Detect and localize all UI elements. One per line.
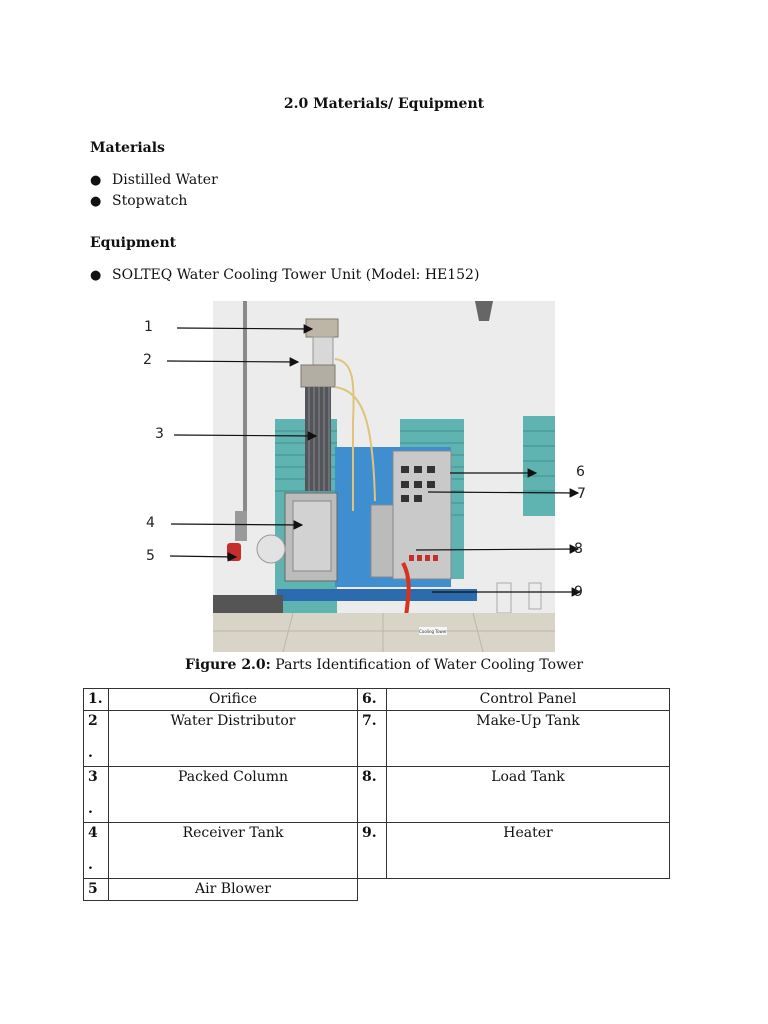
bullet-icon: ●	[90, 193, 102, 209]
panel-label: Cooling Tower	[419, 629, 447, 634]
bullet-icon: ●	[90, 267, 102, 283]
caption-label: Figure 2.0:	[184, 657, 271, 673]
callout-8: 8	[574, 541, 583, 557]
part-label: Packed Column	[109, 767, 358, 823]
part-number: 9.	[358, 823, 387, 879]
part-number: 1.	[84, 689, 109, 711]
materials-heading: Materials	[90, 140, 165, 156]
callout-9: 9	[574, 584, 583, 600]
part-label: Make-Up Tank	[387, 711, 670, 767]
figure-caption	[0, 657, 768, 673]
equipment-heading: Equipment	[90, 235, 177, 251]
callout-3: 3	[155, 426, 164, 442]
table-row	[84, 689, 670, 711]
table-row	[84, 823, 670, 879]
part-number-dot: .	[88, 857, 93, 873]
empty-cell	[358, 879, 670, 901]
part-number: 7.	[358, 711, 387, 767]
part-number: 5	[84, 879, 109, 901]
bullet-icon: ●	[90, 172, 102, 188]
section-title: 2.0 Materials/ Equipment	[283, 96, 485, 112]
caption-text: Parts Identification of Water Cooling Tower	[270, 657, 584, 673]
arrow-5	[170, 556, 236, 557]
materials-item-label: Distilled Water	[112, 172, 218, 188]
callout-1: 1	[144, 319, 153, 335]
part-number-cell	[84, 823, 109, 879]
part-number-dot: .	[88, 745, 93, 761]
parts-table	[83, 688, 670, 901]
part-number-cell	[84, 711, 109, 767]
part-number: 2	[88, 713, 98, 729]
part-label: Receiver Tank	[109, 823, 358, 879]
callout-2: 2	[143, 352, 152, 368]
equipment-item-label: SOLTEQ Water Cooling Tower Unit (Model: HE152)	[112, 267, 480, 283]
table-row	[84, 767, 670, 823]
part-number-cell	[84, 767, 109, 823]
arrow-7	[428, 492, 578, 493]
part-number: 4	[88, 825, 98, 841]
arrow-3	[174, 435, 316, 436]
part-label: Orifice	[109, 689, 358, 711]
arrow-4	[171, 524, 302, 525]
part-label: Control Panel	[387, 689, 670, 711]
callout-7: 7	[577, 486, 586, 502]
part-label: Load Tank	[387, 767, 670, 823]
callout-5: 5	[146, 548, 155, 564]
materials-item-label: Stopwatch	[112, 193, 188, 209]
callout-4: 4	[146, 515, 155, 531]
callout-6: 6	[576, 464, 585, 480]
table-row	[84, 879, 670, 901]
part-label: Heater	[387, 823, 670, 879]
arrow-2	[167, 361, 298, 362]
part-label: Air Blower	[109, 879, 358, 901]
part-label: Water Distributor	[109, 711, 358, 767]
part-number: 6.	[358, 689, 387, 711]
table-row	[84, 711, 670, 767]
part-number: 3	[88, 769, 98, 785]
arrow-8	[416, 549, 578, 550]
part-number: 8.	[358, 767, 387, 823]
part-number-dot: .	[88, 801, 93, 817]
arrow-1	[177, 328, 312, 329]
